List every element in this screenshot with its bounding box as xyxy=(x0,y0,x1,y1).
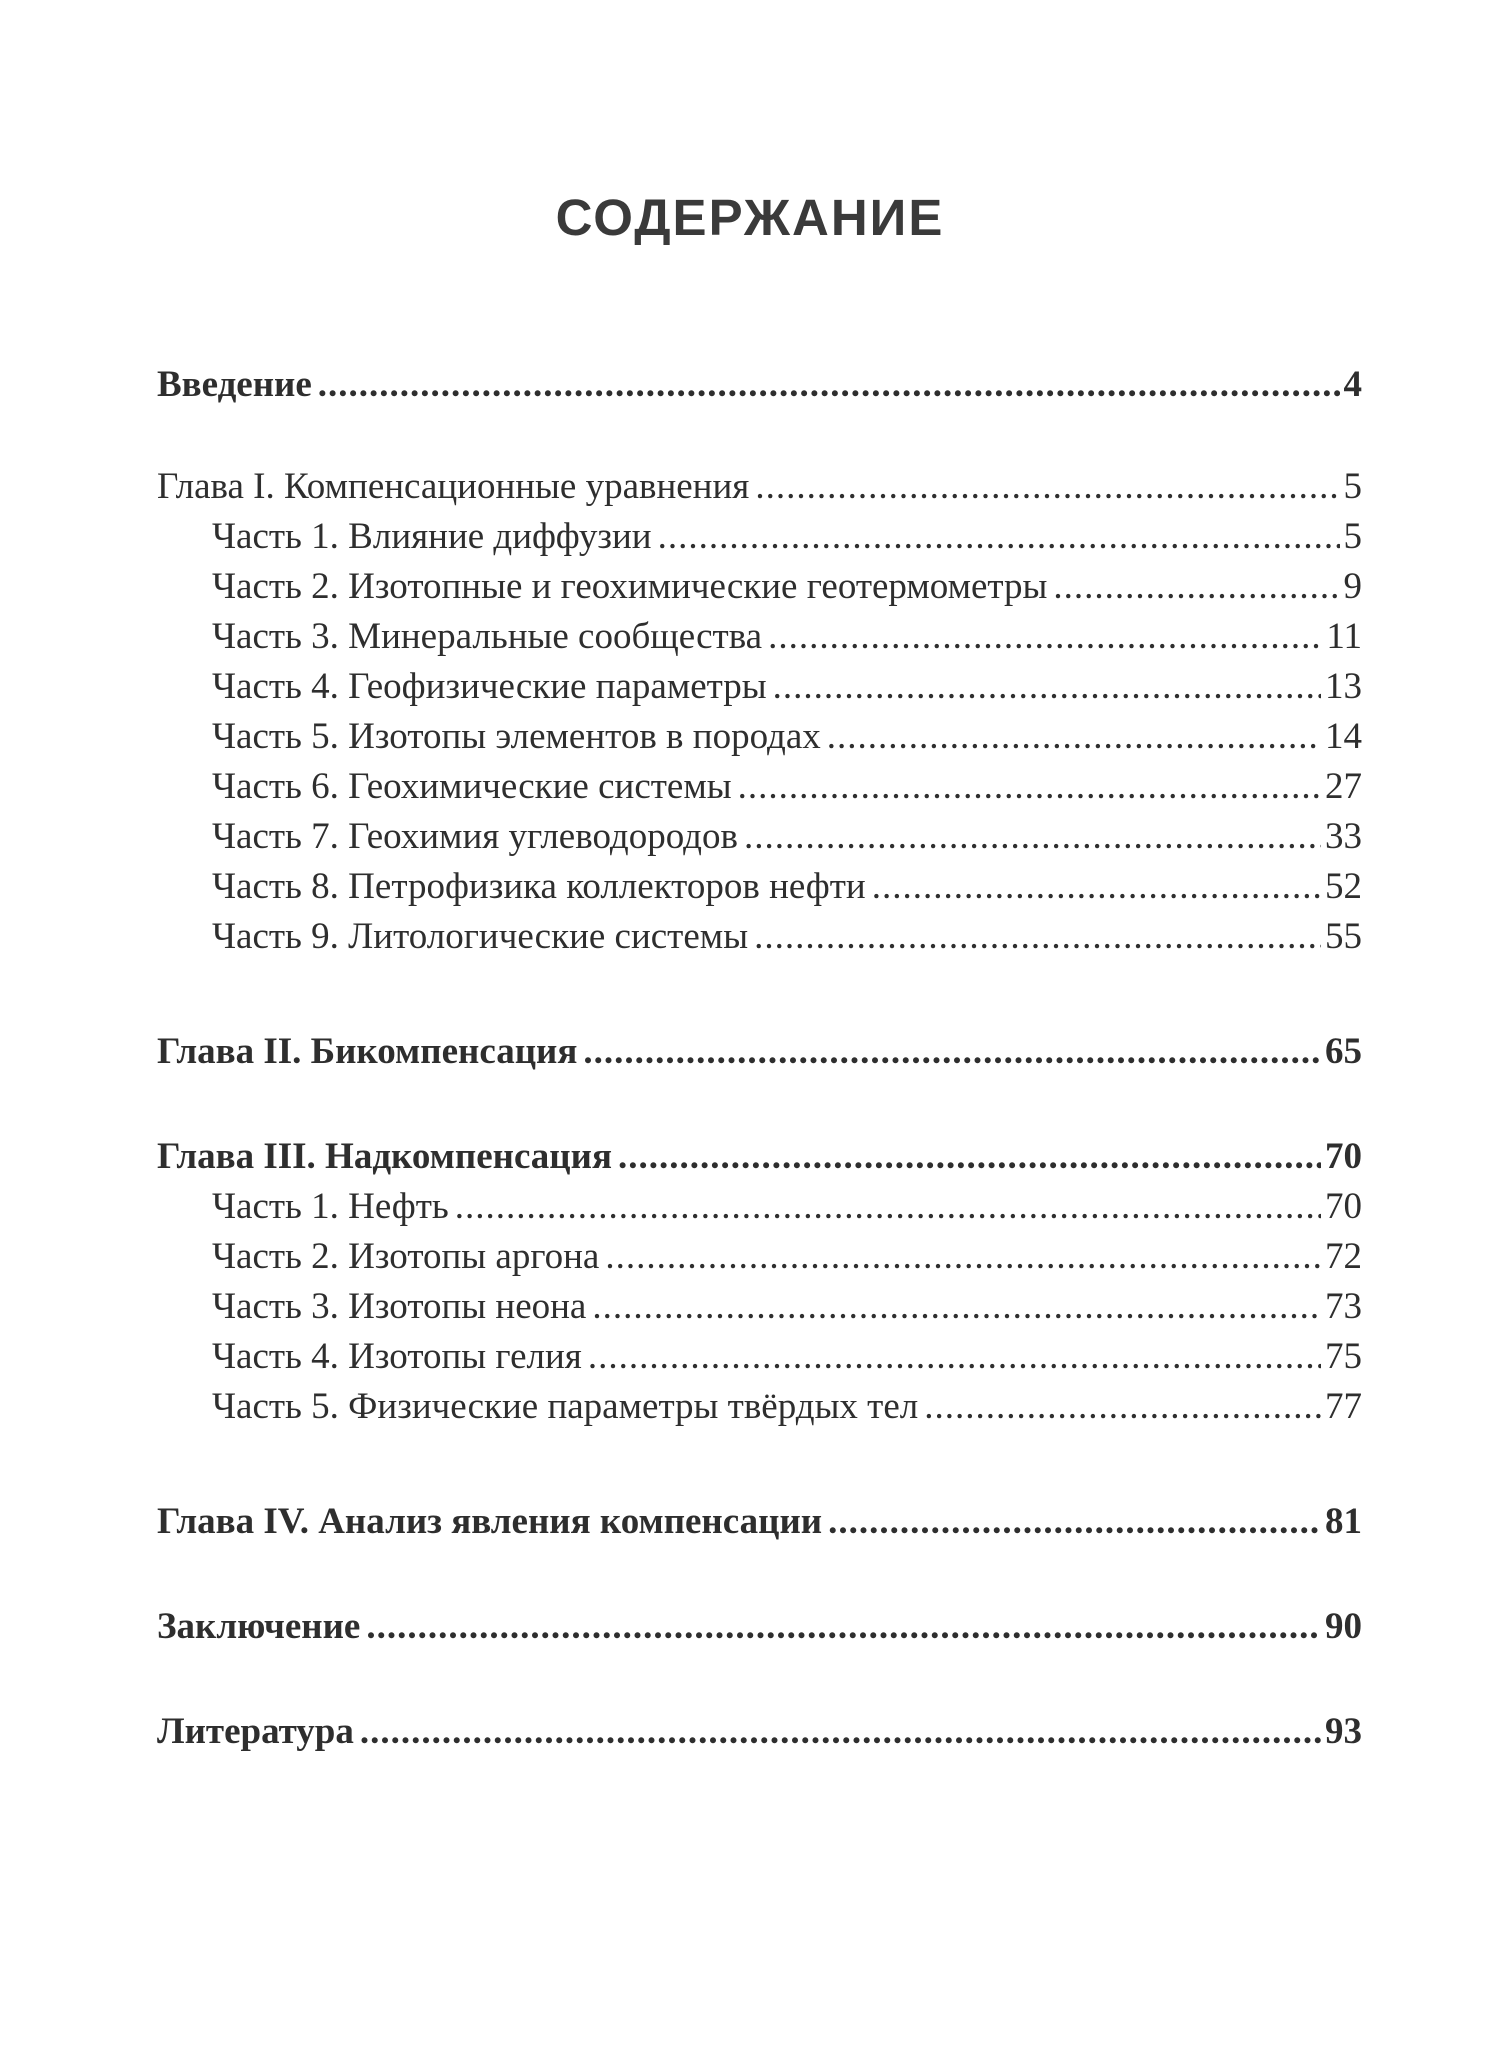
toc-entry-page-number: 14 xyxy=(1325,716,1362,757)
toc-entry-page-number: 4 xyxy=(1343,364,1362,405)
toc-subentry xyxy=(212,562,1362,612)
dot-leader xyxy=(754,912,1321,962)
toc-entry-label: Введение xyxy=(157,364,312,405)
toc-entry-label: Литература xyxy=(157,1711,354,1752)
toc-subentry xyxy=(212,1182,1362,1232)
toc-entry-page-number: 13 xyxy=(1325,666,1362,707)
dot-leader xyxy=(828,1497,1321,1547)
toc-subentry xyxy=(212,612,1362,662)
dot-leader xyxy=(592,1282,1321,1332)
toc-entry-page-number: 55 xyxy=(1325,916,1362,957)
toc-entry-label: Часть 2. Изотопы аргона xyxy=(212,1236,600,1277)
toc-entry-page-number: 5 xyxy=(1343,516,1362,557)
toc-subentry xyxy=(212,712,1362,762)
toc-entry-page-number: 70 xyxy=(1325,1186,1362,1227)
toc-entry-page-number: 52 xyxy=(1325,866,1362,907)
toc-entry-label: Часть 6. Геохимические системы xyxy=(212,766,732,807)
dot-leader xyxy=(360,1707,1321,1757)
toc-entry xyxy=(157,1132,1362,1182)
toc-entry-page-number: 72 xyxy=(1325,1236,1362,1277)
toc-subentry xyxy=(212,662,1362,712)
toc-entry-label: Глава I. Компенсационные уравнения xyxy=(157,466,750,507)
dot-leader xyxy=(618,1132,1321,1182)
toc-entry xyxy=(157,1497,1362,1547)
toc-entry xyxy=(157,1707,1362,1757)
dot-leader xyxy=(583,1027,1321,1077)
toc-entry xyxy=(157,360,1362,410)
toc-entry xyxy=(157,1602,1362,1652)
toc-subentry xyxy=(212,1282,1362,1332)
toc-entry-page-number: 93 xyxy=(1325,1711,1362,1752)
dot-leader xyxy=(658,512,1340,562)
dot-leader xyxy=(773,662,1321,712)
dot-leader xyxy=(318,360,1340,410)
toc-entry xyxy=(157,462,1362,512)
toc-entry-label: Глава II. Бикомпенсация xyxy=(157,1031,578,1072)
dot-leader xyxy=(768,612,1322,662)
toc-entry-label: Часть 8. Петрофизика коллекторов нефти xyxy=(212,866,866,907)
page-title: СОДЕРЖАНИЕ xyxy=(555,189,945,246)
toc-entry-page-number: 81 xyxy=(1325,1501,1362,1542)
toc-entry-page-number: 70 xyxy=(1325,1136,1362,1177)
dot-leader xyxy=(872,862,1321,912)
toc-subentry xyxy=(212,862,1362,912)
toc-entry-page-number: 27 xyxy=(1325,766,1362,807)
toc-entry-label: Глава III. Надкомпенсация xyxy=(157,1136,612,1177)
toc-entry-page-number: 90 xyxy=(1325,1606,1362,1647)
toc-entry-label: Часть 4. Геофизические параметры xyxy=(212,666,767,707)
toc-entry-page-number: 77 xyxy=(1325,1386,1362,1427)
dot-leader xyxy=(588,1332,1321,1382)
dot-leader xyxy=(827,712,1321,762)
dot-leader xyxy=(924,1382,1321,1432)
toc-entry xyxy=(157,1027,1362,1077)
toc-entry-label: Часть 1. Нефть xyxy=(212,1186,449,1227)
dot-leader xyxy=(744,812,1321,862)
dot-leader xyxy=(755,462,1339,512)
dot-leader xyxy=(366,1602,1321,1652)
dot-leader xyxy=(738,762,1321,812)
toc-entry-label: Часть 7. Геохимия углеводородов xyxy=(212,816,738,857)
toc-entry-label: Часть 1. Влияние диффузии xyxy=(212,516,652,557)
toc-entry-label: Часть 9. Литологические системы xyxy=(212,916,749,957)
toc-entry-page-number: 11 xyxy=(1326,616,1362,657)
dot-leader xyxy=(1053,562,1339,612)
toc-entry-page-number: 65 xyxy=(1325,1031,1362,1072)
toc-subentry xyxy=(212,1382,1362,1432)
toc-subentry xyxy=(212,912,1362,962)
dot-leader xyxy=(605,1232,1321,1282)
toc-entry-label: Часть 2. Изотопные и геохимические геотермометры xyxy=(212,566,1048,607)
toc-subentry xyxy=(212,812,1362,862)
toc-entry-label: Часть 3. Изотопы неона xyxy=(212,1286,587,1327)
toc-entry-label: Глава IV. Анализ явления компенсации xyxy=(157,1501,823,1542)
toc-entry-page-number: 75 xyxy=(1325,1336,1362,1377)
dot-leader xyxy=(455,1182,1321,1232)
toc-entry-page-number: 73 xyxy=(1325,1286,1362,1327)
toc-subentry xyxy=(212,1232,1362,1282)
toc-subentry xyxy=(212,762,1362,812)
toc-entry-label: Часть 4. Изотопы гелия xyxy=(212,1336,582,1377)
toc-entry-page-number: 5 xyxy=(1343,466,1362,507)
toc-entry-label: Часть 5. Физические параметры твёрдых тел xyxy=(212,1386,919,1427)
toc-entry-label: Часть 3. Минеральные сообщества xyxy=(212,616,763,657)
toc-entry-page-number: 33 xyxy=(1325,816,1362,857)
toc-entry-label: Часть 5. Изотопы элементов в породах xyxy=(212,716,821,757)
toc-entry-page-number: 9 xyxy=(1343,566,1362,607)
toc-subentry xyxy=(212,512,1362,562)
toc-entry-label: Заключение xyxy=(157,1606,361,1647)
toc-subentry xyxy=(212,1332,1362,1382)
